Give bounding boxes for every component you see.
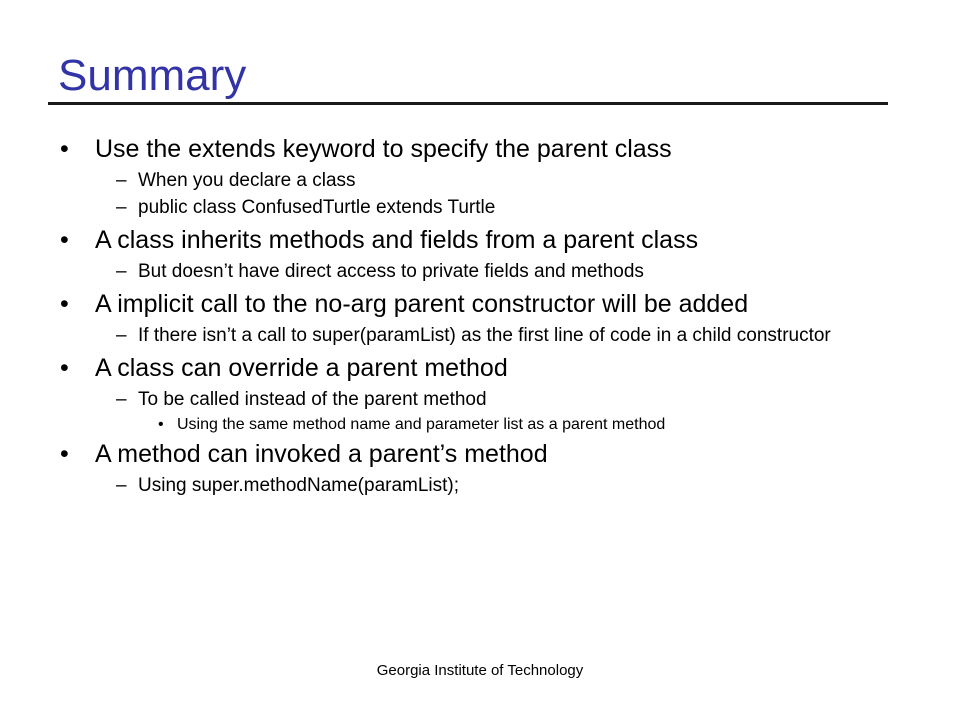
bullet-marker: • [60,440,69,468]
bullet-item [0,134,880,165]
dash-marker: – [116,170,127,191]
bullet-marker: • [60,135,69,163]
sub-bullet-item [0,389,880,411]
dash-marker: – [116,197,127,218]
bullet-text: public class ConfusedTurtle extends Turtle [138,197,496,218]
bullet-item [0,289,880,320]
dash-marker: – [116,325,127,346]
bullet-text: Using the same method name and parameter list as a parent method [177,416,666,433]
bullet-text: If there isn’t a call to super(paramList) as the first line of code in a child constructor [138,325,831,346]
sub-bullet-item [0,261,880,283]
bullet-text: A method can invoked a parent’s method [95,440,548,468]
dash-marker: – [116,475,127,496]
bullet-text: A class can override a parent method [95,354,508,382]
bullet-item [0,225,880,256]
sub-bullet-item [0,325,880,347]
bullet-text: Use the extends keyword to specify the parent class [95,135,672,163]
sub-bullet-item [0,170,880,192]
slide-title: Summary [58,51,247,100]
dash-marker: – [116,261,127,282]
bullet-marker: • [158,416,164,433]
dash-marker: – [116,389,127,410]
bullet-text: To be called instead of the parent method [138,389,487,410]
sub-bullet-item [0,197,880,219]
bullet-text: A class inherits methods and fields from a parent class [95,226,699,254]
bullet-marker: • [60,354,69,382]
title-underline [48,102,888,105]
slide-footer: Georgia Institute of Technology [376,662,584,679]
bullet-item [0,439,880,470]
sub-bullet-item [0,475,880,497]
bullet-text: Using super.methodName(paramList); [138,475,460,496]
bullet-list [0,128,960,497]
bullet-item [0,353,880,384]
bullet-text: But doesn’t have direct access to private fields and methods [138,261,644,282]
bullet-text: A implicit call to the no-arg parent constructor will be added [95,290,749,318]
bullet-marker: • [60,290,69,318]
bullet-text: When you declare a class [138,170,356,191]
sub-sub-bullet-item [0,417,837,433]
bullet-marker: • [60,226,69,254]
